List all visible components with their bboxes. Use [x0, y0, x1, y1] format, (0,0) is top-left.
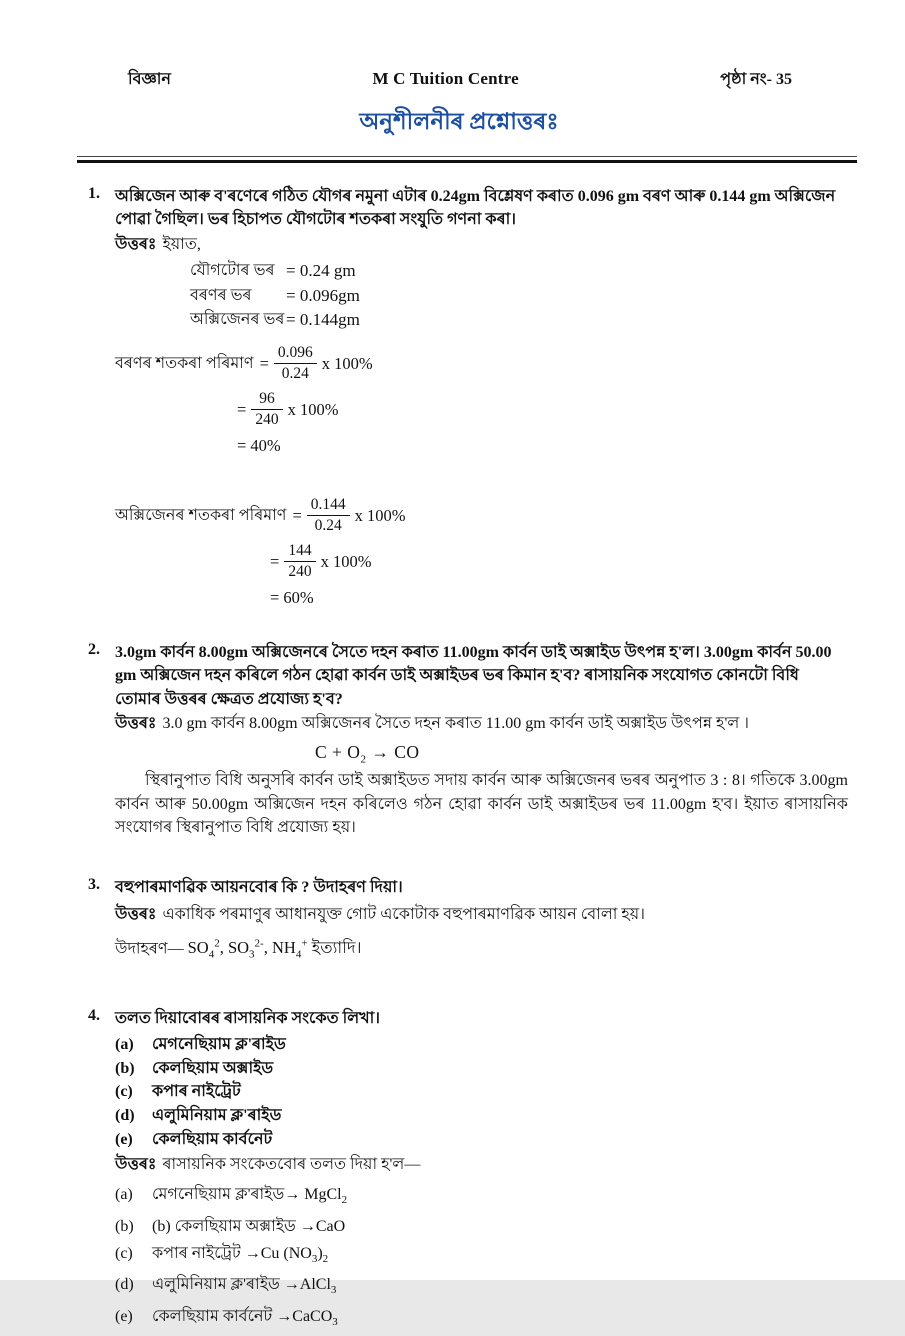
question-1-number: 1. — [88, 184, 100, 202]
question-2-answer — [115, 712, 848, 736]
answer-label: উত্তৰঃ — [115, 715, 157, 733]
question-1-text: অক্সিজেন আৰু ব'ৰণেৰে গঠিত যৌগৰ নমুনা এটাৰ 0.24gm বিশ্লেষণ কৰাত 0.096 gm বৰণ আৰু 0.144 gm অক্সিজেন পোৱা গৈছিল। ভৰ হিচাপত যৌগটোৰ শতকৰা সংযুতি গণনা কৰা। — [115, 187, 836, 229]
given-row — [190, 259, 848, 284]
item-key: (d) — [115, 1107, 135, 1125]
question-1 — [88, 185, 848, 611]
formula-item — [115, 1182, 848, 1214]
item-label: মেগনেছিয়াম ক্ল'ৰাইড — [152, 1035, 286, 1053]
given-values — [190, 259, 848, 333]
question-2 — [88, 641, 848, 840]
question-4-body — [115, 1007, 848, 1335]
answer-text: একাধিক পৰমাণুৰ আধানযুক্ত গোট একোটাক বহুপাৰমাণৱিক আয়ন বোলা হয়। — [162, 906, 645, 924]
fraction-denominator: 240 — [288, 563, 312, 581]
answer-label: উত্তৰঃ — [115, 235, 157, 253]
answer-label: উত্তৰঃ — [115, 906, 157, 924]
fraction-numerator: 144 — [284, 542, 315, 562]
question-2-text: 3.0gm কাৰ্বন 8.00gm অক্সিজেনৰে সৈতে দহন কৰাত 11.00gm কাৰ্বন ডাই অক্সাইড উৎপন্ন হ'ল। 3.00gm কাৰ্বন 50.00 gm অক্সিজেন দহন কৰিলে গঠন হোৱা কাৰ্বন ডাই অক্সাইডৰ ভৰ কিমান হ'ব? ৰাসায়নিক সংযোগত কোনটো বিধি তোমাৰ উত্তৰৰ ক্ষেত্ৰত প্ৰযোজ্য হ'ব? — [115, 643, 832, 708]
header-page-number: পৃষ্ঠা নং- 35 — [720, 71, 792, 88]
calc-boron-percentage — [115, 341, 848, 459]
given-value: = 0.24 gm — [286, 261, 356, 281]
question-3-answer — [115, 903, 848, 927]
question-2-number: 2. — [88, 640, 100, 658]
fraction-denominator: 0.24 — [314, 517, 342, 535]
ion-formulas: $SO_4^2$, $SO_3^{2-}$, $NH_4^+$ ইত্যাদি। — [187, 937, 362, 961]
item-formula: মেগনেছিয়াম ক্ল'ৰাইড→ MgCl$_2$ — [152, 1186, 348, 1207]
fraction — [307, 496, 350, 535]
formula-item — [115, 1304, 848, 1336]
fraction-numerator: 96 — [251, 390, 282, 410]
question-1-body — [115, 185, 848, 611]
item-key: (d) — [115, 1276, 134, 1294]
chemical-equation: $C + O_2$ → CO — [315, 741, 420, 766]
calc-line — [115, 493, 848, 539]
given-label: যৌগটোৰ ভৰ — [190, 262, 275, 280]
question-4 — [88, 1007, 848, 1335]
answer-intro-text: ৰাসায়নিক সংকেতবোৰ তলত দিয়া হ'ল— — [162, 1155, 421, 1173]
fraction-numerator: 0.144 — [307, 496, 350, 516]
question-1-answer-intro — [115, 233, 848, 257]
given-label: অক্সিজেনৰ ভৰ — [190, 311, 285, 329]
item-formula: এলুমিনিয়াম ক্ল'ৰাইড →AlCl$_3$ — [152, 1276, 337, 1297]
equals-sign: = — [292, 505, 302, 525]
calc-line — [237, 387, 848, 433]
question-2-body — [115, 641, 848, 840]
examples-line — [115, 931, 848, 968]
question-3-number: 3. — [88, 875, 100, 893]
fraction — [274, 344, 317, 383]
calc-result — [237, 433, 848, 459]
result-value: = 60% — [270, 587, 314, 607]
item-label: কেলছিয়াম অক্সাইড — [152, 1059, 274, 1077]
answer-text: 3.0 gm কাৰ্বন 8.00gm অক্সিজেনৰ সৈতে দহন কৰাত 11.00 gm কাৰ্বন ডাই অক্সাইড উৎপন্ন হ'ল । — [162, 715, 749, 733]
item-formula: কপাৰ নাইট্ৰেট →Cu $(NO_3)_2$ — [152, 1244, 329, 1265]
result-value: = 40% — [237, 435, 281, 455]
chemical-formula-list — [115, 1182, 848, 1335]
fraction-denominator: 0.24 — [281, 365, 309, 383]
question-4-number: 4. — [88, 1007, 100, 1025]
item-key: (e) — [115, 1307, 133, 1325]
calc-line — [115, 341, 848, 387]
calc-result — [270, 585, 848, 611]
times-percent: x 100% — [321, 353, 373, 373]
question-2-explanation: স্থিৰানুপাত বিধি অনুসৰি কাৰ্বন ডাই অক্সাইডত সদায় কাৰ্বন আৰু অক্সিজেনৰ ভৰৰ অনুপাত 3 : 8। গতিকে 3.00gm কাৰ্বন আৰু 50.00gm অক্সিজেন দহন কৰিলেও গঠন হোৱা কাৰ্বন ডাই অক্সাইডৰ ভৰ 11.00gm হ'ব। ইয়াত ৰাসায়নিক সংযোগৰ স্থিৰানুপাত বিধি প্ৰযোজ্য হয়। — [115, 772, 848, 837]
times-percent: x 100% — [354, 505, 406, 525]
question-4-answer-intro — [115, 1153, 848, 1177]
page-title: অনুশীলনীৰ প্ৰশ্নোত্তৰঃ — [359, 109, 559, 134]
given-label: বৰণৰ ভৰ — [190, 286, 252, 304]
equals-sign: = — [259, 353, 269, 373]
given-row — [190, 308, 848, 333]
item-key: (b) — [115, 1218, 134, 1236]
item-formula: কেলছিয়াম কাৰ্বনেট →CaCO$_3$ — [152, 1307, 338, 1329]
list-item — [115, 1080, 848, 1104]
item-label: কপাৰ নাইট্ৰেট — [152, 1083, 241, 1101]
rule-thick-line — [77, 160, 857, 163]
given-value: = 0.144gm — [286, 310, 360, 330]
item-key: (a) — [115, 1035, 134, 1053]
formula-item — [115, 1214, 848, 1241]
formula-item — [115, 1272, 848, 1304]
example-label: উদাহৰণ— — [115, 940, 184, 958]
formula-item — [115, 1241, 848, 1273]
compound-name-list — [115, 1033, 848, 1152]
item-key: (e) — [115, 1131, 133, 1149]
rule-thin-line — [77, 156, 857, 157]
given-row — [190, 284, 848, 309]
item-label: কেলছিয়াম কাৰ্বনেট — [152, 1131, 273, 1149]
given-value: = 0.096gm — [286, 285, 360, 305]
item-key: (c) — [115, 1244, 133, 1262]
question-3 — [88, 876, 848, 968]
header-centre-name: M C Tuition Centre — [372, 69, 519, 88]
fraction — [251, 390, 282, 429]
calc-oxygen-percentage — [115, 493, 848, 611]
answer-label: উত্তৰঃ — [115, 1155, 157, 1173]
item-key: (b) — [115, 1059, 135, 1077]
calc-label: বৰণৰ শতকৰা পৰিমাণ — [115, 355, 254, 373]
fraction — [284, 542, 315, 581]
list-item — [115, 1128, 848, 1152]
equals-sign: = — [270, 551, 280, 571]
item-label: এলুমিনিয়াম ক্ল'ৰাইড — [152, 1107, 282, 1125]
calc-label: অক্সিজেনৰ শতকৰা পৰিমাণ — [115, 507, 287, 525]
times-percent: x 100% — [320, 551, 372, 571]
item-key: (a) — [115, 1186, 133, 1204]
fraction-denominator: 240 — [255, 411, 279, 429]
list-item — [115, 1033, 848, 1057]
fraction-numerator: 0.096 — [274, 344, 317, 364]
question-3-text: বহুপাৰমাণৱিক আয়নবোৰ কি ? উদাহৰণ দিয়া। — [115, 878, 403, 896]
item-key: (c) — [115, 1083, 133, 1101]
header-subject: বিজ্ঞান — [128, 71, 171, 88]
times-percent: x 100% — [287, 399, 339, 419]
page-header — [88, 66, 848, 93]
answer-intro-text: ইয়াত, — [162, 235, 201, 253]
item-formula: (b) কেলছিয়াম অক্সাইড →CaO — [152, 1218, 346, 1236]
double-rule — [77, 156, 857, 163]
question-4-text: তলত দিয়াবোৰৰ ৰাসায়নিক সংকেত লিখা। — [115, 1010, 381, 1028]
list-item — [115, 1057, 848, 1081]
list-item — [115, 1104, 848, 1128]
question-3-body — [115, 876, 848, 968]
equals-sign: = — [237, 399, 247, 419]
calc-line — [270, 539, 848, 585]
